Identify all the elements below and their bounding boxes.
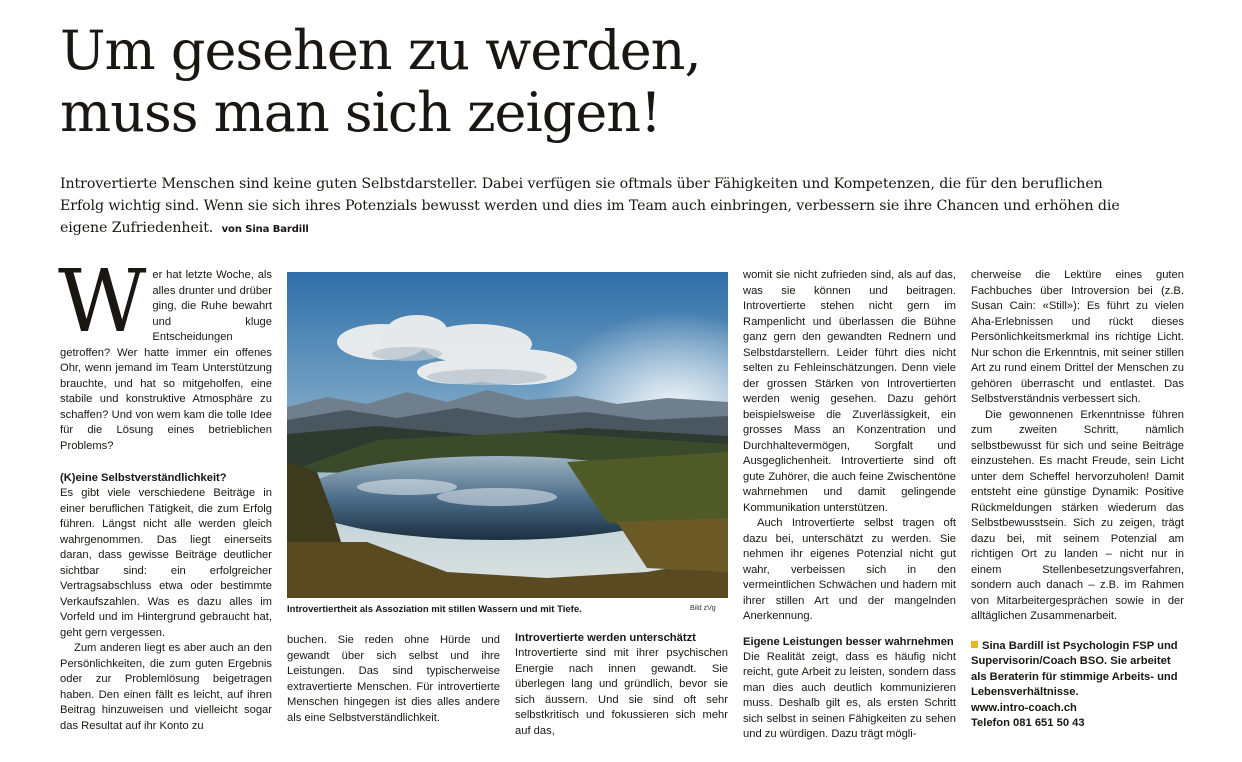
column-3 <box>515 630 728 739</box>
byline: von Sina Bardill <box>221 224 309 235</box>
article-lead <box>60 173 1120 241</box>
paragraph: Die Realität zeigt, dass es häufig nicht reicht, gute Arbeit zu leisten, sondern dass man dies auch deutlich kommunizieren muss. Deshalb gilt es, als ersten Schritt sich selbst in seinen Fähigkeiten zu sehen und zu würdigen. Dazu trägt mögli- <box>743 650 956 740</box>
subheading-wahrnehmen: Eigene Leistungen besser wahrnehmen <box>743 635 954 648</box>
photo-caption: Introvertiertheit als Assoziation mit stillen Wassern und mit Tiefe. <box>287 604 582 615</box>
lead-text: Introvertierte Menschen sind keine guten Selbstdarsteller. Dabei verfügen sie oftmals über Fähigkeiten und Kompetenzen, die für den beruflichen Erfolg wichtig sind. Wenn sie sich ihres Potenzials bewusst werden und dies im Team auch einbringen, verbessern sie ihre Chancen und erhöhen die eigene Zufriedenheit. <box>60 176 1120 236</box>
paragraph-intro <box>58 252 272 454</box>
paragraph: Introvertierte sind mit ihrer psychischen Energie nach innen gewandt. Sie überlegen lang und gründlich, bevor sie sich äussern. Und sie sind oft sehr selbstkritisch und fokussieren sich mehr auf das, <box>515 647 728 737</box>
author-bio <box>971 639 1184 701</box>
drop-cap: W <box>58 252 147 352</box>
subheading-unterschaetzt: Introvertierte werden unterschätzt <box>515 632 696 644</box>
lake-landscape-photo <box>287 272 728 598</box>
paragraph: womit sie nicht zufrieden sind, als auf das, was sie können und beitragen. Introvertierte stehen nicht gern im Rampenlicht und überlassen die Bühne ganz gern den gewandten Rednern und Selbstdarstellern. Leider führt dies nicht selten zu Fehleinschätzungen. Denn viele der grossen Stärken von Introvertierten werden wenig gesehen. Dazu gehört beispielsweise die Zuverlässigkeit, ein grosses Mass an Konzentration und Durchhaltevermögen, Sorgfalt und Ausgeglichenheit. Introvertierte sind oft gute Zuhörer, die auch feine Zwischentöne wahrnehmen und damit gelingende Kommunikation unterstützen. <box>743 269 956 514</box>
paragraph: Auch Introvertierte selbst tragen oft dazu bei, unterschätzt zu werden. Sie nehmen ihr eigenes Potenzial nicht gut wahr, verbeissen sich in den vermeintlichen Schwächen und hadern mit ihrer stillen Art und der mangelnden Anerkennung. <box>743 517 956 622</box>
article-headline: Um gesehen zu werden, muss man sich zeigen! <box>60 19 701 144</box>
column-2 <box>287 633 500 726</box>
column-1 <box>58 252 272 734</box>
paragraph: buchen. Sie reden ohne Hürde und gewandt über sich selbst und ihre Leistungen. Das sind typischerweise extravertierte Menschen. Für introvertierte Menschen hingegen ist dies alles andere als eine Selbstverständlichkeit. <box>287 634 500 724</box>
paragraph: Es gibt viele verschiedene Beiträge in einer beruflichen Tätigkeit, die zum Erfolg führen. Längst nicht alle werden gleich wahrgenommen. Das liegt einerseits daran, dass gewisse Beiträge deutlicher sichtbar sind: ein erfolgreicher Vertragsabschluss etwa oder bestimmte Verkaufszahlen. Was es dazu alles im Vorfeld und im Hintergrund gebraucht hat, geht gern vergessen. <box>60 487 272 639</box>
column-4 <box>743 268 956 743</box>
paragraph: Zum anderen liegt es aber auch an den Persönlichkeiten, die zum guten Ergebnis oder zur Problemlösung beigetragen haben. Den einen fällt es leicht, auf ihren Beitrag hinzuweisen und vielleicht sogar das Resultat auf ihr Konto zu <box>60 642 272 732</box>
subheading-selbstverstaendlichkeit: (K)eine Selbstverständlichkeit? <box>60 472 227 484</box>
bullet-square-icon <box>971 641 978 648</box>
intro-text: er hat letzte Woche, als alles drunter und drüber ging, die Ruhe bewahrt und kluge Entscheidungen getroffen? Wer hatte immer ein offenes Ohr, wenn jemand im Team Unterstützung brauchte, und hat so mitgeholfen, eine stabile und konstruktive Atmosphäre zu schaffen? Und von wem kam die tolle Idee für die Lösung eines betrieblichen Problems? <box>60 269 272 452</box>
bio-text: Sina Bardill ist Psychologin FSP und Supervisorin/Coach BSO. Sie arbeitet als Beraterin für stimmige Arbeits- und Lebensverhältnisse. <box>971 639 1178 698</box>
paragraph: Die gewonnenen Erkenntnisse führen zum zweiten Schritt, nämlich selbstbewusst für sich und seine Beiträge einzustehen. Es macht Freude, sein Licht unter dem Scheffel hervorzuholen! Damit entsteht eine günstige Dynamik: Positive Rückmeldungen stärken wiederum das Selbstbewusstsein. Sich zu zeigen, trägt dazu bei, mit seinem Potenzial am richtigen Ort zu landen – nicht nur in einem Stellenbesetzungsverfahren, sondern auch danach – z.B. im Rahmen von Mitarbeitergesprächen sowie in der alltäglichen Zusammenarbeit. <box>971 408 1184 622</box>
column-5 <box>971 268 1184 732</box>
photo-credit: Bild zVg <box>690 605 716 612</box>
author-phone: Telefon 081 651 50 43 <box>971 717 1085 729</box>
paragraph: cherweise die Lektüre eines guten Fachbuches über Introversion bei (z.B. Susan Cain: «Still»): Es führt zu vielen Aha-Erlebnissen und rückt dieses Persönlichkeitsmerkmal ins richtige Licht. Nur schon die Erkenntnis, mit seiner stillen Art zu rund einem Drittel der Menschen zu gehören überrascht und entlastet. Das Selbstverständnis verbessert sich. <box>971 269 1184 405</box>
author-website: www.intro-coach.ch <box>971 701 1077 714</box>
